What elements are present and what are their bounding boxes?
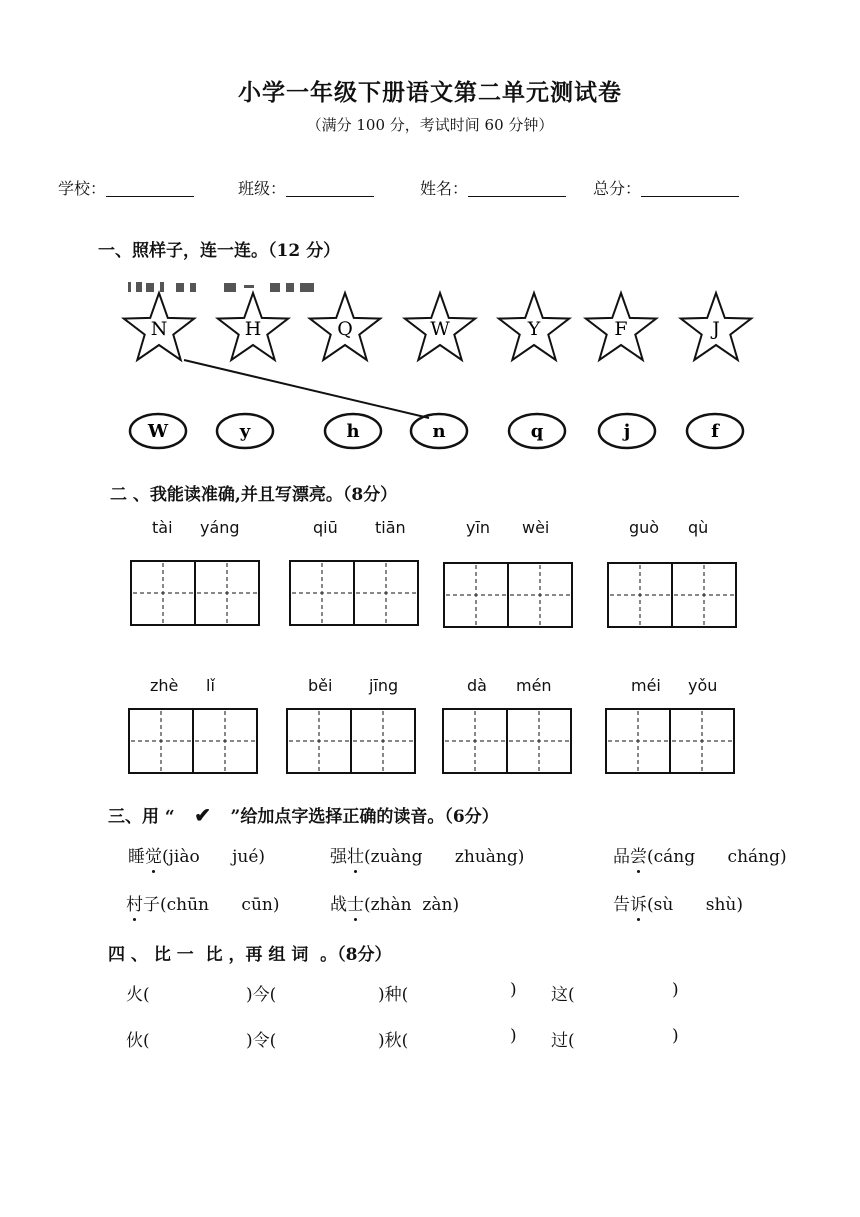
checkmark-icon: ✔: [194, 803, 211, 827]
oval-letter: n: [432, 421, 446, 442]
pinyin-beijing-2: jīng: [369, 676, 399, 695]
star-letter: Y: [527, 318, 541, 340]
q3-item-cunzi[interactable]: [126, 890, 279, 915]
q3-dotted-char: 士: [347, 890, 364, 915]
example-connection-line: [184, 360, 429, 418]
total-score-label: 总分：: [593, 179, 642, 198]
pinyin-guoqu-1: guò: [629, 518, 660, 537]
writing-grid-8[interactable]: [606, 709, 734, 773]
q4-huo-prompt: 火(: [126, 985, 150, 1005]
oval-j[interactable]: [599, 414, 655, 448]
q3-char: 战: [330, 895, 347, 915]
pinyin-taiyang-1: tài: [152, 518, 173, 537]
writing-grid-1[interactable]: [131, 561, 259, 625]
oval-letter: W: [147, 421, 169, 442]
q3-options: (cáng cháng): [647, 847, 787, 867]
section1-heading: 一、照样子，连一连。（12 分）: [98, 241, 341, 261]
oval-letter: h: [346, 421, 360, 442]
oval-y[interactable]: [217, 414, 273, 448]
star-j[interactable]: [681, 293, 751, 360]
pinyin-qiutian-2: tiān: [375, 518, 406, 537]
oval-h[interactable]: [325, 414, 381, 448]
page-subtitle: （满分 100 分，考试时间 60 分钟）: [306, 116, 554, 134]
oval-n[interactable]: [411, 414, 467, 448]
pinyin-guoqu-2: qù: [688, 518, 709, 537]
star-n[interactable]: [124, 293, 194, 360]
q3-char: 子: [143, 895, 160, 915]
q3-options: (zuàng zhuàng): [364, 847, 525, 867]
pinyin-yinwei-1: yīn: [466, 518, 491, 537]
q4-zhe-close: ): [672, 980, 679, 1000]
star-letter: Q: [337, 318, 353, 340]
star-w[interactable]: [405, 293, 475, 360]
q4-huo2-prompt: 伙(: [126, 1031, 150, 1051]
q4-qiu-prompt: )秋(: [378, 1031, 409, 1051]
section2-heading: 二 、我能读准确,并且写漂亮。（8分）: [110, 485, 398, 505]
q3-dotted-char: 觉: [145, 842, 162, 867]
q3-options: (zhàn zàn): [364, 895, 460, 915]
q3-item-shuijiao[interactable]: [128, 842, 265, 867]
q4-zhong-close: ): [510, 980, 517, 1000]
q3-dotted-char: 尝: [630, 842, 647, 867]
writing-grid-5[interactable]: [129, 709, 257, 773]
pinyin-taiyang-2: yáng: [200, 518, 240, 537]
star-letter: N: [150, 318, 168, 340]
star-letter: H: [244, 318, 262, 340]
oval-letter: j: [623, 421, 631, 442]
q3-item-qiangzhuang[interactable]: [330, 842, 524, 867]
faded-scan-text: [128, 282, 314, 292]
oval-W[interactable]: [130, 414, 186, 448]
writing-grid-7[interactable]: [443, 709, 571, 773]
q3-options: (chūn cūn): [160, 895, 280, 915]
star-q[interactable]: [310, 293, 380, 360]
q4-jin-prompt: )今(: [246, 985, 277, 1005]
pinyin-beijing-1: běi: [308, 676, 333, 695]
q3-options: (jiào jué): [162, 847, 266, 867]
oval-letter: f: [711, 421, 719, 442]
oval-letter: y: [239, 421, 251, 442]
q3-item-zhanshi[interactable]: [330, 890, 459, 915]
pinyin-zheli-2: lǐ: [206, 676, 215, 695]
q3-item-pinchang[interactable]: [613, 842, 787, 867]
star-y[interactable]: [499, 293, 569, 360]
q3-dotted-char: 村: [126, 890, 143, 915]
section4-heading: 四 、 比 一 比 ，再 组 词 。（8分）: [108, 945, 392, 965]
pinyin-zheli-1: zhè: [150, 676, 179, 695]
writing-grid-6[interactable]: [287, 709, 415, 773]
pinyin-yinwei-2: wèi: [522, 518, 550, 537]
q4-guo-close: ): [672, 1026, 679, 1046]
q3-char: 强: [330, 847, 347, 867]
oval-letter: q: [530, 421, 544, 442]
q3-dotted-char: 壮: [347, 842, 364, 867]
section3-heading-pre: 三、用 “: [108, 807, 175, 827]
q4-guo-prompt: 过(: [551, 1031, 575, 1051]
q3-dotted-char: 诉: [630, 890, 647, 915]
oval-f[interactable]: [687, 414, 743, 448]
star-letter: J: [712, 318, 720, 340]
q4-zhe-prompt: 这(: [551, 985, 575, 1005]
section3-heading: [108, 802, 499, 827]
q4-ling-prompt: )令(: [246, 1031, 277, 1051]
star-h[interactable]: [218, 293, 288, 360]
class-label: 班级：: [238, 179, 287, 198]
pinyin-meiyou-2: yǒu: [688, 676, 718, 695]
q4-qiu-close: ): [510, 1026, 517, 1046]
name-label: 姓名：: [420, 179, 469, 198]
star-letter: F: [614, 318, 628, 340]
q3-item-gaosu[interactable]: [613, 890, 743, 915]
writing-grid-3[interactable]: [444, 563, 572, 627]
q4-zhong-prompt: )种(: [378, 985, 409, 1005]
q3-options: (sù shù): [647, 895, 743, 915]
pinyin-qiutian-1: qiū: [313, 518, 338, 537]
section3-heading-post: ”给加点字选择正确的读音。（6分）: [230, 807, 499, 827]
star-letter: W: [430, 318, 450, 340]
q3-char: 告: [613, 895, 630, 915]
star-f[interactable]: [586, 293, 656, 360]
oval-q[interactable]: [509, 414, 565, 448]
pinyin-meiyou-1: méi: [631, 676, 661, 695]
school-label: 学校：: [58, 179, 107, 198]
writing-grid-4[interactable]: [608, 563, 736, 627]
page-title: 小学一年级下册语文第二单元测试卷: [238, 79, 622, 106]
pinyin-damen-1: dà: [467, 676, 487, 695]
q3-char: 睡: [128, 847, 145, 867]
pinyin-damen-2: mén: [516, 676, 552, 695]
q3-char: 品: [613, 847, 630, 867]
writing-grid-2[interactable]: [290, 561, 418, 625]
